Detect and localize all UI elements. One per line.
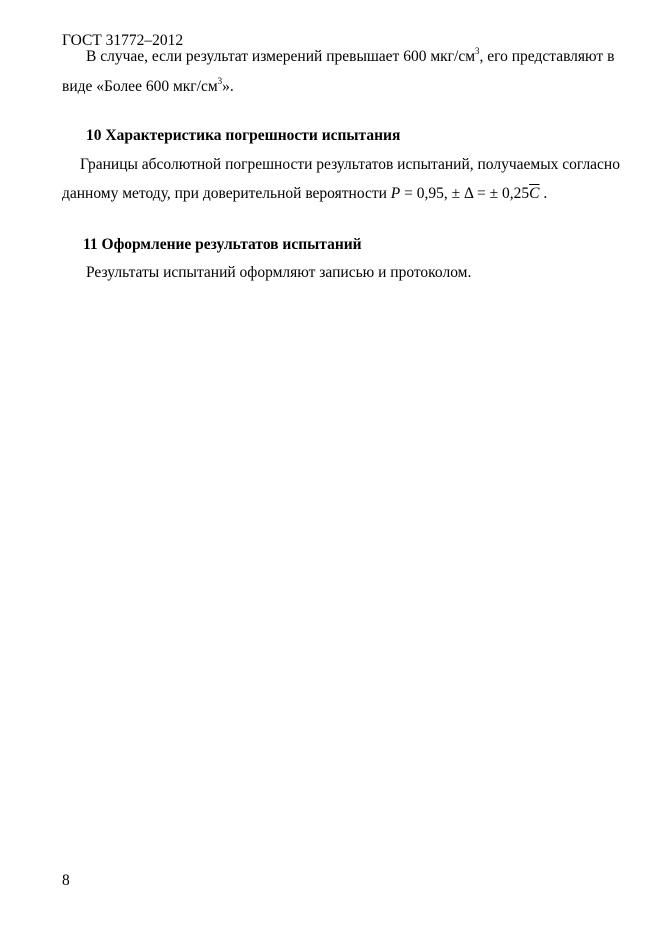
superscript: 3 xyxy=(475,46,480,56)
text: = 0,95, ± Δ = ± 0,25 xyxy=(400,185,530,202)
text-span xyxy=(86,46,615,65)
text: . xyxy=(539,185,548,202)
paragraph-line xyxy=(86,46,629,65)
text: В случае, если результат измерений превышает 600 мкг/см xyxy=(86,48,476,65)
paragraph-line: Результаты испытаний оформляют записью и протоколом. xyxy=(86,264,472,281)
document-header: ГОСТ 31772–2012 xyxy=(62,32,184,49)
text: , его представляют в xyxy=(479,48,615,65)
text: виде «Более 600 мкг/см xyxy=(62,78,218,95)
formula-variable-c-mean: $\overline{C}$ xyxy=(529,185,540,202)
page-number: 8 xyxy=(62,872,70,889)
section-heading: 10 Характеристика погрешности испытания xyxy=(86,127,401,144)
superscript: 3 xyxy=(217,76,223,86)
paragraph-line xyxy=(62,186,547,202)
section-heading: 11 Оформление результатов испытаний xyxy=(83,236,362,253)
text: данному методу, при доверительной вероятности xyxy=(62,185,391,202)
text: ». xyxy=(222,78,234,95)
formula-variable-p: P xyxy=(390,185,401,202)
paragraph-line xyxy=(62,76,234,95)
paragraph-line: Границы абсолютной погрешности результатов испытаний, получаемых согласно xyxy=(80,156,620,173)
